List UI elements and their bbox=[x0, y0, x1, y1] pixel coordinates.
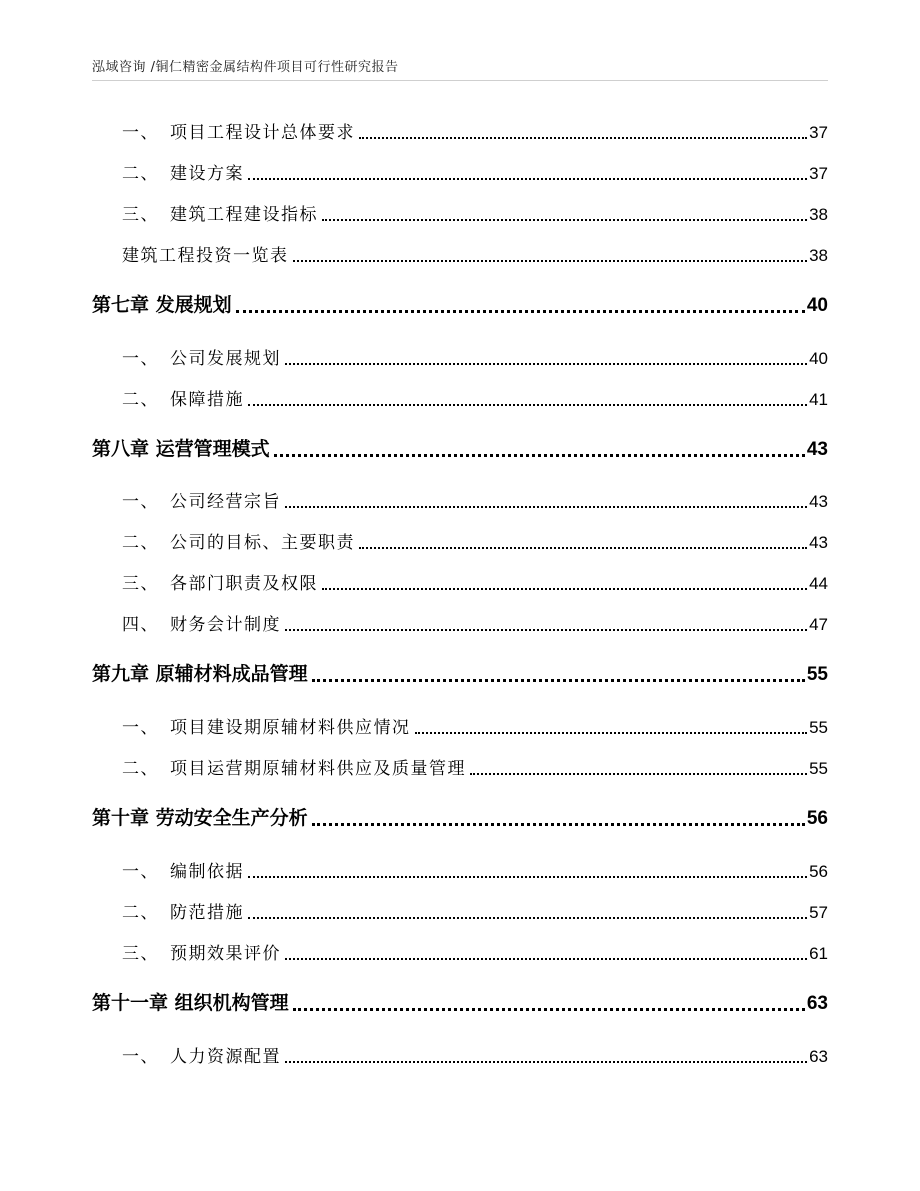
toc-entry[interactable] bbox=[0, 482, 920, 512]
dot-leader bbox=[285, 957, 807, 960]
toc-entry[interactable] bbox=[0, 893, 920, 923]
toc-entry-number: 二、 bbox=[122, 759, 159, 779]
toc-chapter-title: 第七章 发展规划 bbox=[92, 294, 232, 316]
toc-entry-label bbox=[122, 569, 318, 594]
toc-entry-page: 55 bbox=[809, 718, 828, 737]
toc-entry-number: 三、 bbox=[122, 944, 159, 964]
header-divider bbox=[92, 80, 828, 81]
toc-entry[interactable] bbox=[0, 113, 920, 143]
toc-entry-title: 项目建设期原辅材料供应情况 bbox=[170, 718, 411, 738]
toc-entry-page: 37 bbox=[809, 164, 828, 183]
dot-leader bbox=[470, 772, 807, 775]
toc-entry[interactable] bbox=[0, 934, 920, 964]
toc-entry-page: 47 bbox=[809, 615, 828, 634]
dot-leader bbox=[248, 916, 807, 919]
toc-entry-title: 编制依据 bbox=[170, 862, 244, 882]
toc-chapter-page: 55 bbox=[806, 664, 828, 685]
toc-entry-title: 财务会计制度 bbox=[170, 615, 281, 635]
toc-entry[interactable] bbox=[0, 195, 920, 225]
toc-entry-number: 一、 bbox=[122, 1047, 159, 1067]
dot-leader bbox=[285, 505, 807, 508]
dot-leader bbox=[285, 1060, 807, 1063]
toc-chapter-entry[interactable] bbox=[0, 800, 920, 830]
toc-entry-number: 二、 bbox=[122, 533, 159, 553]
toc-entry-page: 43 bbox=[809, 533, 828, 552]
toc-entry-page: 43 bbox=[809, 492, 828, 511]
toc-chapter-title: 第十章 劳动安全生产分析 bbox=[92, 807, 308, 829]
dot-leader bbox=[293, 1007, 805, 1011]
toc-entry[interactable] bbox=[0, 605, 920, 635]
toc-entry-number: 四、 bbox=[122, 615, 159, 635]
toc-entry-label bbox=[122, 610, 281, 635]
toc-entry-title: 建筑工程投资一览表 bbox=[122, 246, 289, 266]
toc-entry-label bbox=[122, 528, 355, 553]
toc-entry[interactable] bbox=[0, 564, 920, 594]
dot-leader bbox=[359, 136, 807, 139]
toc-chapter-entry[interactable] bbox=[0, 431, 920, 461]
toc-entry-title: 建设方案 bbox=[170, 164, 244, 184]
dot-leader bbox=[248, 875, 807, 878]
toc-chapter-entry[interactable] bbox=[0, 656, 920, 686]
toc-entry-label bbox=[122, 344, 281, 369]
dot-leader bbox=[285, 362, 807, 365]
toc-entry-page: 41 bbox=[809, 390, 828, 409]
toc-entry-title: 各部门职责及权限 bbox=[170, 574, 318, 594]
toc-entry-label bbox=[122, 857, 244, 882]
toc-chapter-page: 63 bbox=[806, 993, 828, 1014]
dot-leader bbox=[285, 628, 807, 631]
toc-entry[interactable] bbox=[0, 236, 920, 266]
dot-leader bbox=[248, 177, 807, 180]
toc-entry-title: 公司的目标、主要职责 bbox=[170, 533, 355, 553]
toc-chapter-entry[interactable] bbox=[0, 287, 920, 317]
toc-entry-number: 一、 bbox=[122, 492, 159, 512]
toc-entry-number: 二、 bbox=[122, 903, 159, 923]
dot-leader bbox=[312, 678, 805, 682]
toc-entry-page: 38 bbox=[809, 205, 828, 224]
toc-chapter-page: 56 bbox=[806, 808, 828, 829]
toc-chapter-title: 第九章 原辅材料成品管理 bbox=[92, 663, 308, 685]
toc-entry-number: 一、 bbox=[122, 718, 159, 738]
toc-entry-page: 44 bbox=[809, 574, 828, 593]
toc-entry-page: 38 bbox=[809, 246, 828, 265]
toc-chapter-title: 第八章 运营管理模式 bbox=[92, 438, 270, 460]
toc-entry-label bbox=[122, 385, 244, 410]
toc-entry-label bbox=[122, 159, 244, 184]
toc-entry-page: 40 bbox=[809, 349, 828, 368]
toc-entry-page: 56 bbox=[809, 862, 828, 881]
toc-entry-label bbox=[122, 754, 466, 779]
toc-entry-page: 61 bbox=[809, 944, 828, 963]
toc-entry-title: 预期效果评价 bbox=[170, 944, 281, 964]
toc-entry[interactable] bbox=[0, 1037, 920, 1067]
toc-chapter-entry[interactable] bbox=[0, 985, 920, 1015]
toc-entry[interactable] bbox=[0, 749, 920, 779]
toc-chapter-page: 40 bbox=[806, 295, 828, 316]
toc-entry-title: 公司发展规划 bbox=[170, 349, 281, 369]
toc-entry[interactable] bbox=[0, 154, 920, 184]
toc-entry-label bbox=[122, 898, 244, 923]
toc-entry[interactable] bbox=[0, 708, 920, 738]
dot-leader bbox=[312, 822, 805, 826]
toc-entry-title: 人力资源配置 bbox=[170, 1047, 281, 1067]
toc-entry-number: 三、 bbox=[122, 574, 159, 594]
toc-entry-label bbox=[122, 1042, 281, 1067]
toc-entry-title: 保障措施 bbox=[170, 390, 244, 410]
toc-entry-label bbox=[122, 200, 318, 225]
dot-leader bbox=[359, 546, 807, 549]
toc-entry-title: 防范措施 bbox=[170, 903, 244, 923]
toc-entry-page: 55 bbox=[809, 759, 828, 778]
toc-entry[interactable] bbox=[0, 339, 920, 369]
toc-entry-title: 公司经营宗旨 bbox=[170, 492, 281, 512]
toc-entry-label bbox=[122, 118, 355, 143]
toc-entry-label bbox=[122, 939, 281, 964]
dot-leader bbox=[322, 218, 807, 221]
toc-entry[interactable] bbox=[0, 380, 920, 410]
toc-entry-title: 建筑工程建设指标 bbox=[170, 205, 318, 225]
toc-entry-number: 二、 bbox=[122, 164, 159, 184]
toc-entry-page: 63 bbox=[809, 1047, 828, 1066]
toc-entry-number: 一、 bbox=[122, 862, 159, 882]
toc-entry-number: 三、 bbox=[122, 205, 159, 225]
toc-entry-number: 一、 bbox=[122, 349, 159, 369]
dot-leader bbox=[415, 731, 808, 734]
toc-entry-label bbox=[122, 713, 411, 738]
dot-leader bbox=[322, 587, 807, 590]
toc-entry-number: 一、 bbox=[122, 123, 159, 143]
toc-chapter-title: 第十一章 组织机构管理 bbox=[92, 992, 289, 1014]
toc-entry-page: 37 bbox=[809, 123, 828, 142]
toc-entry-page: 57 bbox=[809, 903, 828, 922]
toc-entry[interactable] bbox=[0, 523, 920, 553]
toc-entry-number: 二、 bbox=[122, 390, 159, 410]
dot-leader bbox=[248, 403, 807, 406]
toc-entry-label bbox=[122, 487, 281, 512]
toc-chapter-page: 43 bbox=[806, 439, 828, 460]
dot-leader bbox=[293, 259, 808, 262]
dot-leader bbox=[236, 309, 805, 313]
toc-entry-title: 项目运营期原辅材料供应及质量管理 bbox=[170, 759, 466, 779]
toc-entry-title: 项目工程设计总体要求 bbox=[170, 123, 355, 143]
running-header: 泓域咨询 /铜仁精密金属结构件项目可行性研究报告 bbox=[92, 60, 399, 75]
toc-entry[interactable] bbox=[0, 852, 920, 882]
dot-leader bbox=[274, 453, 805, 457]
